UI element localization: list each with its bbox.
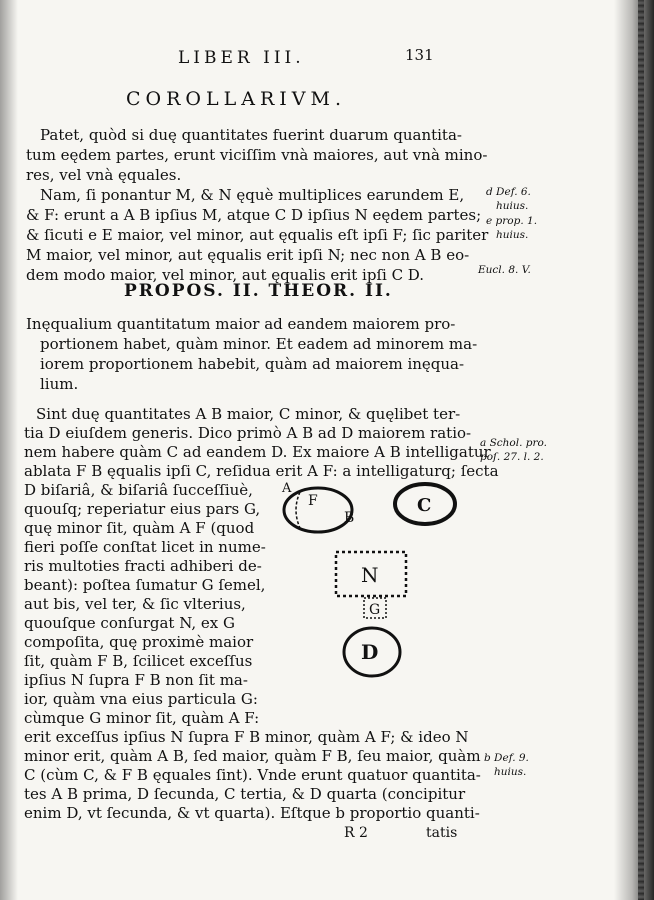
corollary-line: tum eędem partes, erunt viciſſim vnà maiores, aut vnà mino- xyxy=(26,146,488,164)
proof-line: quę minor ſit, quàm A F (quod xyxy=(24,519,255,537)
corollary-line: Nam, ſi ponantur M, & N ęquè multiplices earundem E, xyxy=(40,186,465,204)
proof-line: ior, quàm vna eius particula G: xyxy=(24,690,258,708)
corollary-line: Patet, quòd si duę quantitates fuerint duarum quantita- xyxy=(40,126,462,144)
signature-mark: R 2 xyxy=(344,825,368,841)
corollary-line: dem modo maior, vel minor, aut ęqualis erit ipſi C D. xyxy=(26,266,425,284)
proof-line: ablata F B ęqualis ipſi C, reſidua erit A F: a intelligaturq; ſecta xyxy=(24,462,499,480)
margin-note-e: e prop. 1. xyxy=(486,215,538,227)
proof-line: Sint duę quantitates A B maior, C minor, & quęlibet ter- xyxy=(36,405,461,423)
ellipse-ab xyxy=(284,488,355,532)
theorem-statement-line: Inęqualium quantitatum maior ad eandem maiorem pro- xyxy=(26,315,456,333)
proof-line: ſit, quàm F B, ſcilicet exceſſus xyxy=(24,652,253,670)
proof-line: erit exceſſus ipſius N ſupra F B minor, quàm A F; & ideo N xyxy=(24,728,469,746)
margin-note-b: huius. xyxy=(494,766,527,778)
proof-line: beant): poſtea ſumatur G ſemel, xyxy=(24,576,266,594)
label-g: G xyxy=(369,602,381,618)
label-n: N xyxy=(361,563,379,587)
margin-note-a: a Schol. pro. xyxy=(480,437,548,449)
margin-note-eucl: Eucl. 8. V. xyxy=(478,264,531,276)
corollary-line: & F: erunt a A B ipſius M, atque C D ipſius N eędem partes; xyxy=(26,206,482,224)
page-number: 131 xyxy=(405,46,434,64)
proof-line: aut bis, vel ter, & ſic vlterius, xyxy=(24,595,246,613)
running-head: LIBER III. xyxy=(178,48,305,68)
margin-note-a: poſ. 27. l. 2. xyxy=(480,451,544,463)
margin-note-b: b Def. 9. xyxy=(484,752,529,764)
proof-line: ipſius N ſupra F B non ſit ma- xyxy=(24,671,248,689)
corollary-line: res, vel vnà ęquales. xyxy=(26,166,182,184)
gutter-edge xyxy=(638,0,644,900)
label-b: B xyxy=(344,510,355,526)
proof-line: C (cùm C, & F B ęquales ſint). Vnde erunt quatuor quantita- xyxy=(24,766,481,784)
label-c: C xyxy=(417,495,432,516)
gutter-shadow xyxy=(614,0,654,900)
proof-line: quouſq; reperiatur eius pars G, xyxy=(24,500,261,518)
page-left-shadow xyxy=(0,0,18,900)
margin-note-d: d Def. 6. xyxy=(486,186,531,198)
proof-line: enim D, vt ſecunda, & vt quarta). Eſtque b proportio quanti- xyxy=(24,804,480,822)
corollary-line: M maior, vel minor, aut ęqualis erit ipſi N; nec non A B eo- xyxy=(26,246,470,264)
label-a: A xyxy=(282,481,292,496)
corollary-line: & ſicuti e E maior, vel minor, aut ęqualis eſt ipſi F; ſic pariter xyxy=(26,226,489,244)
proof-line: tes A B prima, D ſecunda, C tertia, & D quarta (concipitur xyxy=(24,785,466,803)
proposition-diagram xyxy=(270,470,470,690)
theorem-statement-line: lium. xyxy=(40,375,79,393)
proof-line: quouſque conſurgat N, ex G xyxy=(24,614,236,632)
proof-line: D biſariâ, & biſariâ ſucceſſiuè, xyxy=(24,481,253,499)
proof-line: nem habere quàm C ad eandem D. Ex maiore A B intelligatur xyxy=(24,443,491,461)
catchword: tatis xyxy=(426,825,458,841)
label-d: D xyxy=(361,640,379,664)
theorem-statement-line: portionem habet, quàm minor. Et eadem ad minorem ma- xyxy=(40,335,478,353)
proof-line: ris multoties fracti adhiberi de- xyxy=(24,557,262,575)
dashed-arc-af xyxy=(296,492,300,528)
margin-note-d: huius. xyxy=(496,200,529,212)
theorem-statement-line: iorem proportionem habebit, quàm ad maiorem inęqua- xyxy=(40,355,465,373)
proof-line: tia D eiuſdem generis. Dico primò A B ad D maiorem ratio- xyxy=(24,424,472,442)
theorem-title: PROPOS. II. THEOR. II. xyxy=(124,281,393,301)
proof-line: fieri poſſe conſtat licet in nume- xyxy=(24,538,266,556)
label-f: F xyxy=(308,493,318,509)
proof-line: cùmque G minor ſit, quàm A F: xyxy=(24,709,260,727)
margin-note-e: huius. xyxy=(496,229,529,241)
proof-line: minor erit, quàm A B, ſed maior, quàm F B, ſeu maior, quàm xyxy=(24,747,481,765)
corollary-title: COROLLARIVM. xyxy=(126,88,346,110)
proof-line: compoſita, quę proximè maior xyxy=(24,633,254,651)
